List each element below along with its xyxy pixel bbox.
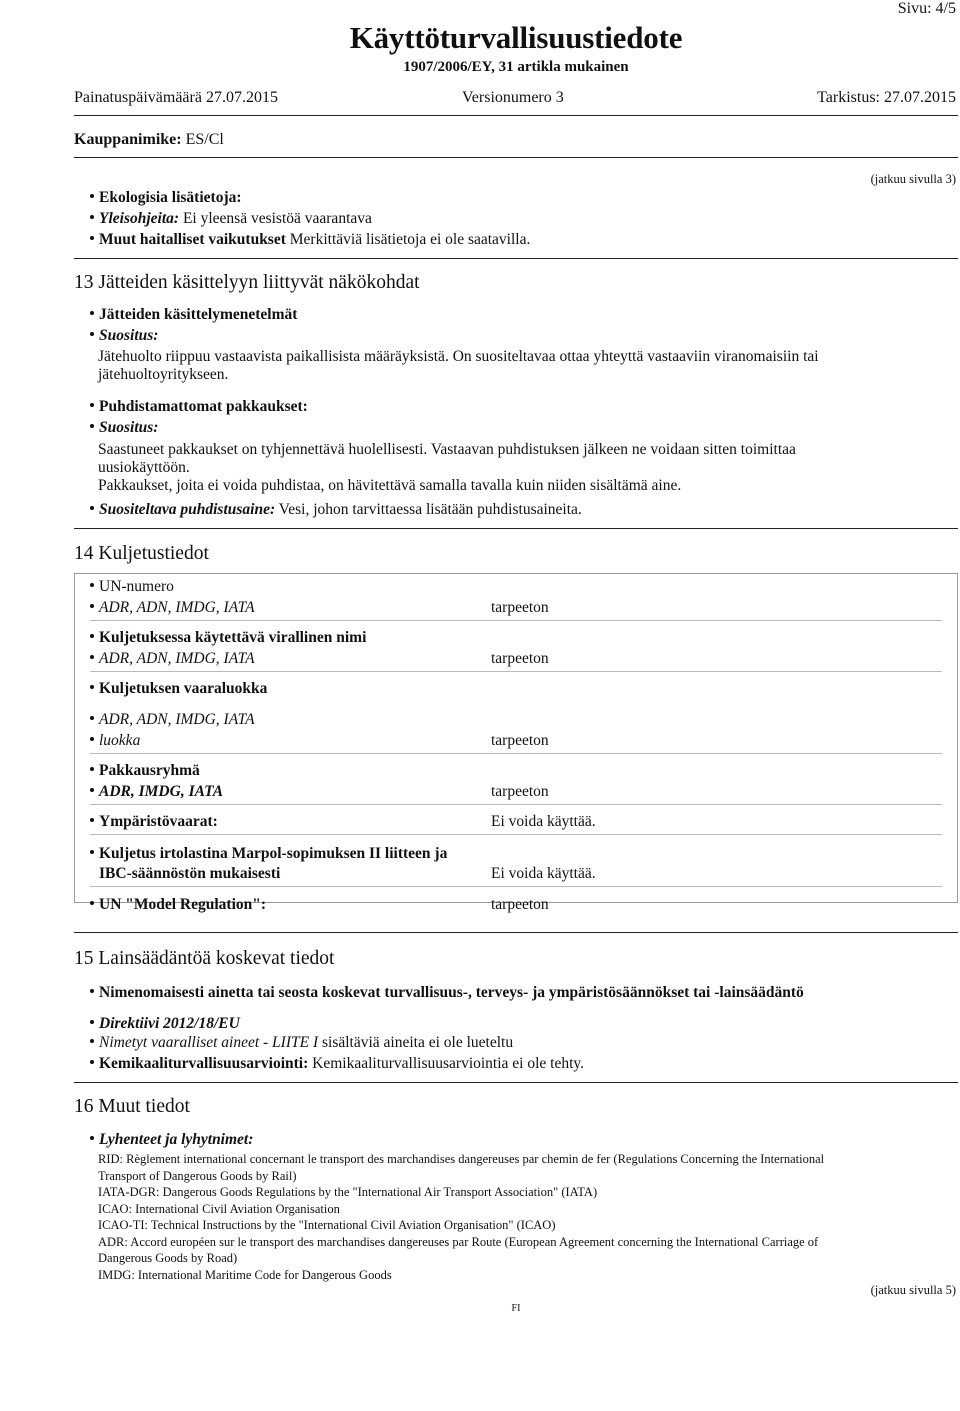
- recommendation-text: Jätehuolto riippuu vastaavista paikallisista määräyksistä. On suositeltavaa ottaa yhteyttä vastaaviin viranomaisiin tai jätehuoltoyritykseen.: [98, 348, 819, 383]
- uncleaned-packaging: Puhdistamattomat pakkaukset:: [90, 398, 308, 416]
- print-date: Painatuspäivämäärä 27.07.2015: [74, 89, 278, 106]
- revision-date: Tarkistus: 27.07.2015: [817, 89, 956, 106]
- abbreviations-label: Lyhenteet ja lyhytnimet:: [90, 1131, 253, 1149]
- specific-regulations: Nimenomaisesti ainetta tai seosta koskevat turvallisuus-, terveys- ja ympäristösäännökset tai -lainsäädäntö: [90, 984, 804, 1002]
- model-regulation-label: UN "Model Regulation":: [90, 896, 266, 914]
- trade-name-value: ES/Cl: [185, 131, 224, 148]
- directive: Direktiivi 2012/18/EU: [90, 1015, 240, 1033]
- continued-from: (jatkuu sivulla 3): [870, 172, 956, 186]
- section-divider: [74, 1082, 958, 1083]
- eco-general: Yleisohjeita: Ei yleensä vesistöä vaarantava: [90, 210, 372, 228]
- hazard-class-modes: ADR, ADN, IMDG, IATA: [90, 711, 255, 729]
- un-number-value: tarpeeton: [491, 599, 549, 616]
- section-15-heading: 15 Lainsäädäntöä koskevat tiedot: [74, 948, 335, 969]
- section-divider: [74, 932, 958, 933]
- row-divider: [90, 804, 942, 805]
- shipping-name-label: Kuljetuksessa käytettävä virallinen nimi: [90, 629, 366, 647]
- abbreviation-line: ICAO: International Civil Aviation Organisation: [98, 1201, 340, 1216]
- row-divider: [90, 834, 942, 835]
- hazard-class-value: tarpeeton: [491, 732, 549, 749]
- un-number-label: UN-numero: [90, 578, 174, 596]
- continued-on: (jatkuu sivulla 5): [870, 1283, 956, 1297]
- row-divider: [90, 886, 942, 887]
- abbreviation-line: Dangerous Goods by Road): [98, 1251, 238, 1265]
- bulk-transport-value: Ei voida käyttää.: [491, 865, 596, 882]
- shipping-name-value: tarpeeton: [491, 650, 549, 667]
- language-code: FI: [0, 1303, 960, 1314]
- shipping-name-modes: ADR, ADN, IMDG, IATA: [90, 650, 255, 668]
- recommendation-label: Suositus:: [90, 327, 158, 345]
- recommendation2-text: Saastuneet pakkaukset on tyhjennettävä huolellisesti. Vastaavan puhdistuksen jälkeen ne voidaan sitten toimittaa uusiokäyttöön. Pakkaukset, joita ei voida puhdistaa, on hävitettävä samalla tavalla kuin niiden sisältämä aine.: [98, 441, 796, 494]
- section-14-heading: 14 Kuljetustiedot: [74, 543, 209, 564]
- bulk-transport-label-2: IBC-säännöstön mukaisesti: [99, 865, 281, 882]
- abbreviation-line: IMDG: International Maritime Code for Dangerous Goods: [98, 1267, 392, 1282]
- row-divider: [90, 671, 942, 672]
- eco-other: Muut haitalliset vaikutukset Merkittäviä lisätietoja ei ole saatavilla.: [90, 231, 530, 249]
- page-number: Sivu: 4/5: [897, 0, 956, 17]
- env-hazards-label: Ympäristövaarat:: [90, 813, 218, 831]
- abbreviation-line: Transport of Dangerous Goods by Rail): [98, 1168, 297, 1183]
- class-label: luokka: [90, 732, 140, 750]
- env-hazards-value: Ei voida käyttää.: [491, 813, 596, 830]
- trade-name-label: Kauppanimike:: [74, 131, 182, 148]
- packing-group-modes: ADR, IMDG, IATA: [90, 783, 223, 801]
- packing-group-value: tarpeeton: [491, 783, 549, 800]
- row-divider: [90, 753, 942, 754]
- abbreviation-line: IATA-DGR: Dangerous Goods Regulations by the "International Air Transport Association" (IATA): [98, 1185, 598, 1199]
- hazard-class-label: Kuljetuksen vaaraluokka: [90, 680, 267, 698]
- named-substances: Nimetyt vaaralliset aineet - LIITE I sisältäviä aineita ei ole lueteltu: [90, 1034, 513, 1052]
- packing-group-label: Pakkausryhmä: [90, 762, 200, 780]
- abbreviation-line: RID: Règlement international concernant le transport des marchandises dangereuses par chemin de fer (Regulations Concerning the International: [98, 1152, 825, 1166]
- cleaning-agent: Suositeltava puhdistusaine: Vesi, johon tarvittaessa lisätään puhdistusaineita.: [90, 501, 582, 519]
- row-divider: [90, 620, 942, 621]
- section-divider: [74, 258, 958, 259]
- trade-name: [74, 131, 224, 149]
- abbreviation-line: ICAO-TI: Technical Instructions by the "International Civil Aviation Organisation" (ICAO): [98, 1218, 556, 1232]
- abbreviation-line: ADR: Accord européen sur le transport des marchandises dangereuses par Route (European Agreement concerning the International Carriage of: [98, 1234, 819, 1249]
- un-number-modes: ADR, ADN, IMDG, IATA: [90, 599, 255, 617]
- header-divider: [74, 115, 958, 116]
- document-title: Käyttöturvallisuustiedote: [349, 20, 683, 55]
- section-divider: [74, 528, 958, 529]
- eco-heading: Ekologisia lisätietoja:: [90, 189, 242, 207]
- chemical-safety: Kemikaaliturvallisuusarviointi: Kemikaaliturvallisuusarviointia ei ole tehty.: [90, 1055, 584, 1073]
- section-16-heading: 16 Muut tiedot: [74, 1096, 190, 1117]
- recommendation2-label: Suositus:: [90, 419, 158, 437]
- model-regulation-value: tarpeeton: [491, 896, 549, 913]
- trade-name-divider: [74, 157, 958, 158]
- document-subtitle: 1907/2006/EY, 31 artikla mukainen: [403, 59, 629, 75]
- abbreviations-list: [98, 1151, 824, 1283]
- version-number: Versionumero 3: [462, 89, 564, 106]
- bulk-transport-label: Kuljetus irtolastina Marpol-sopimuksen II liitteen ja: [90, 845, 447, 863]
- section-13-heading: 13 Jätteiden käsittelyyn liittyvät näkökohdat: [74, 272, 420, 293]
- waste-methods: Jätteiden käsittelymenetelmät: [90, 306, 297, 324]
